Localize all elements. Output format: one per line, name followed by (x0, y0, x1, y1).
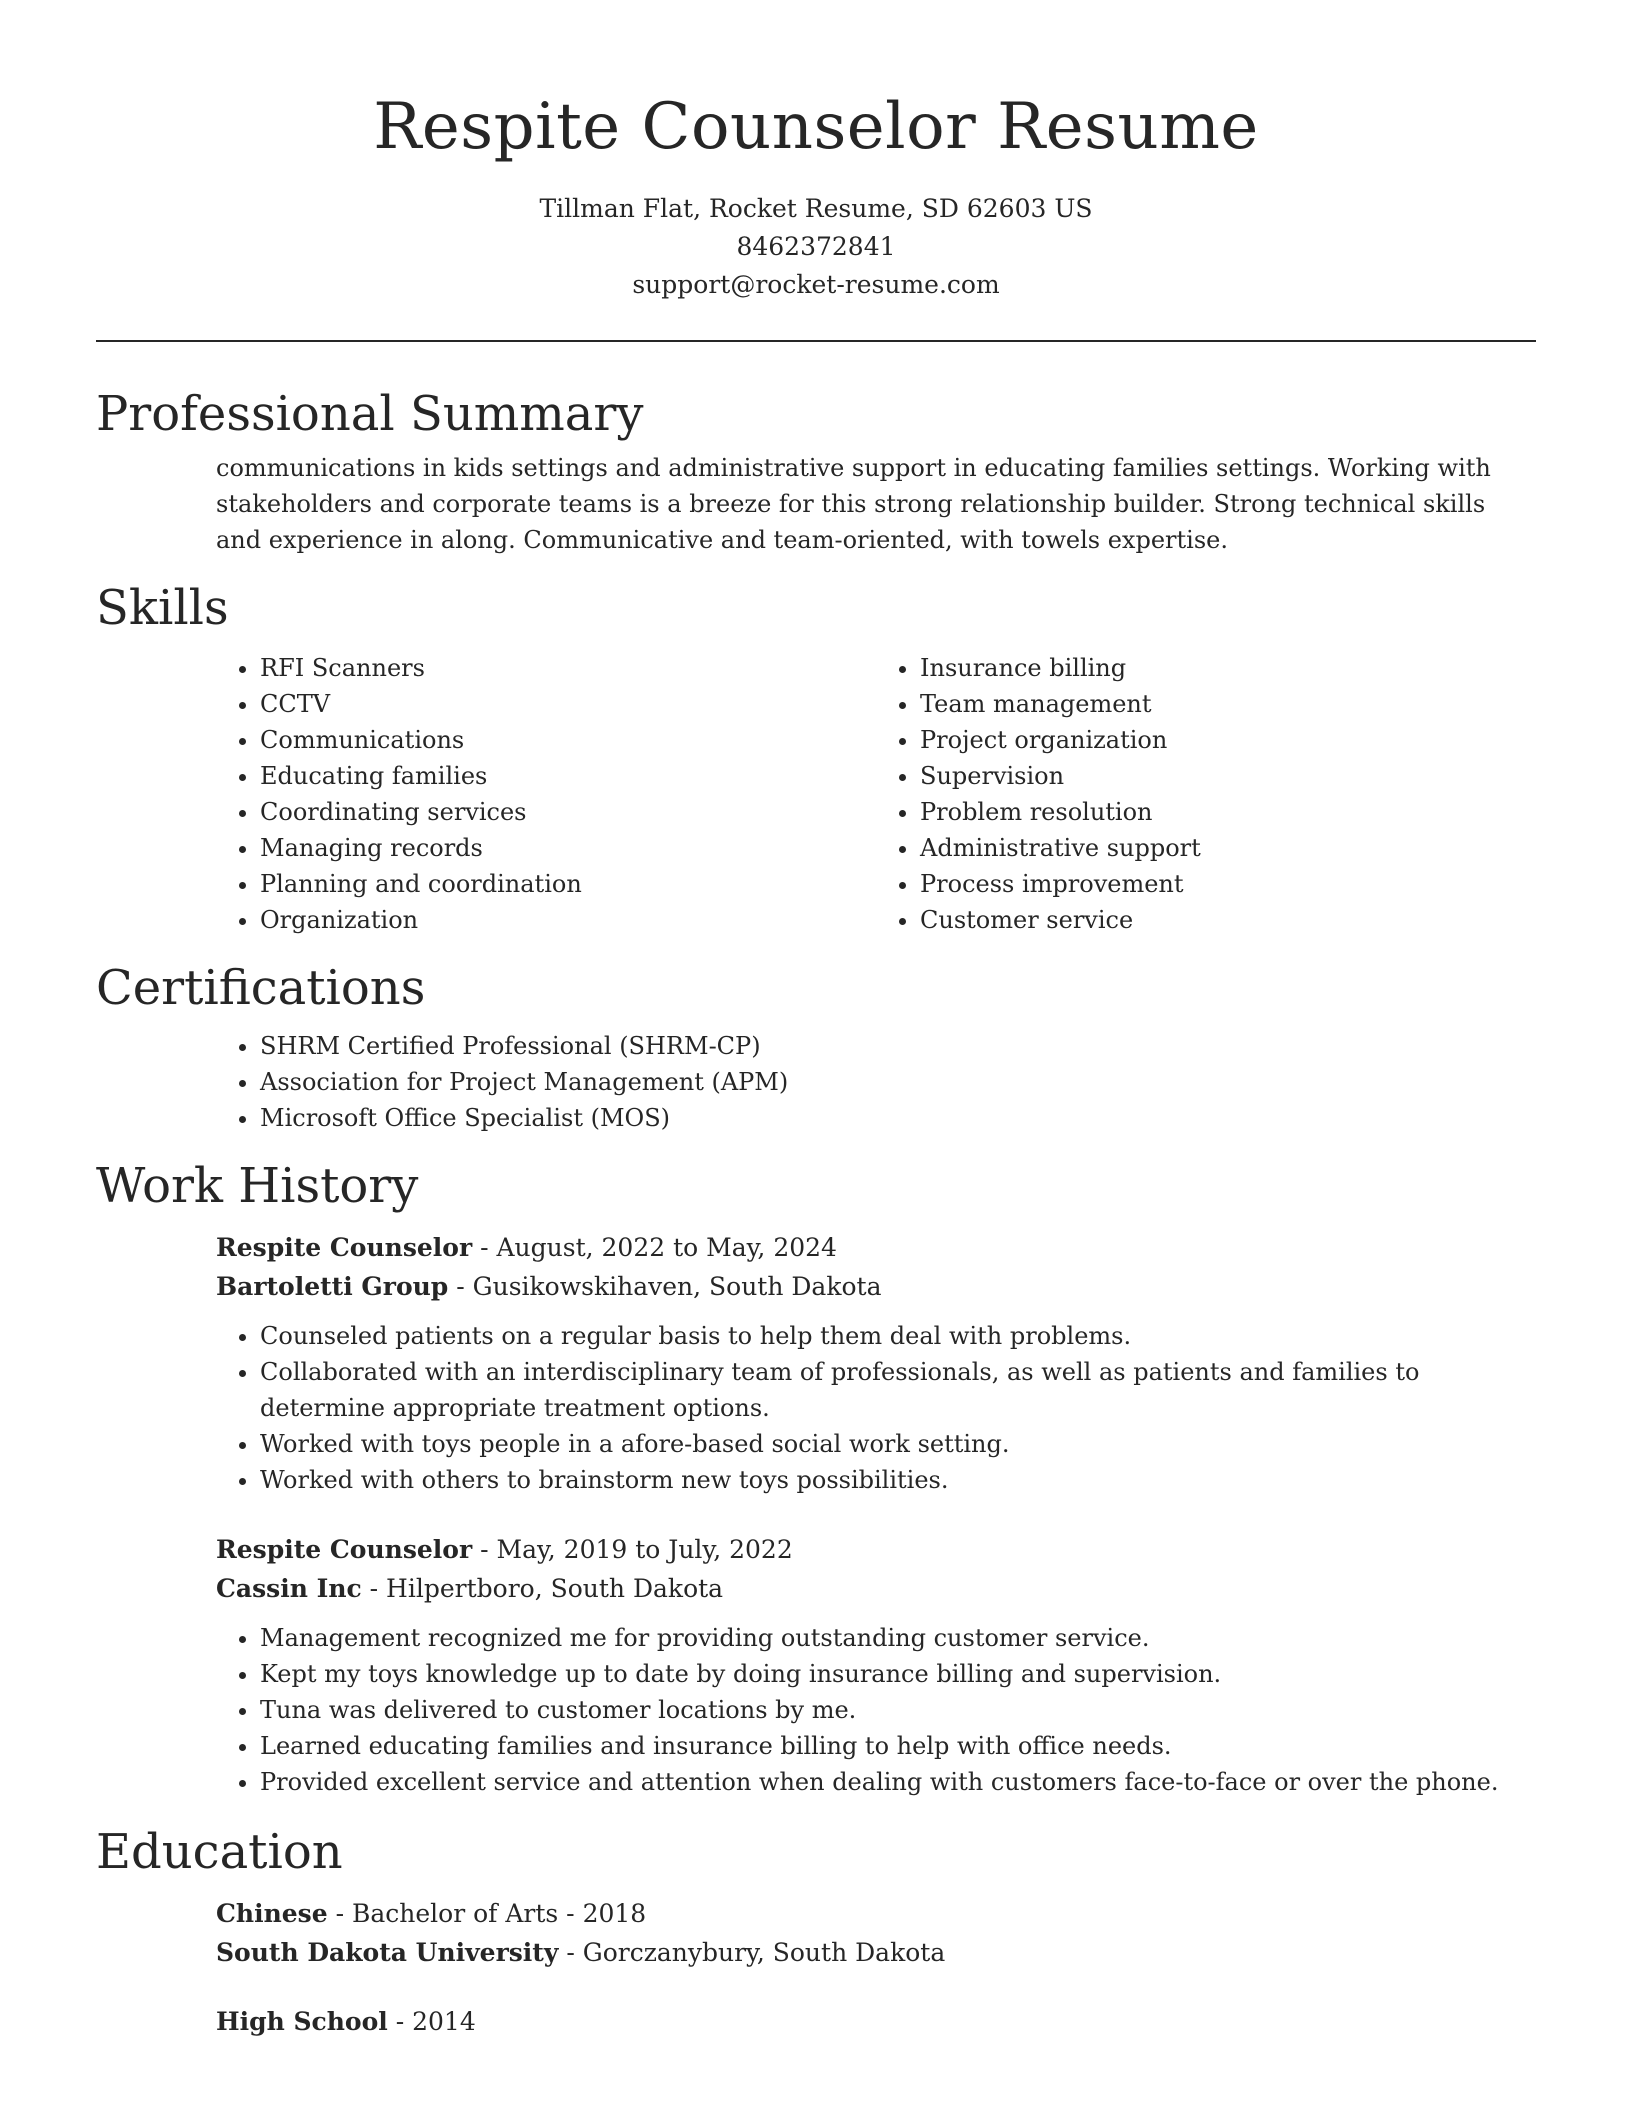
job-location: - Gusikowskihaven, South Dakota (448, 1272, 882, 1301)
education-entry (96, 1894, 1536, 1972)
page-title: Respite Counselor Resume (373, 90, 1259, 164)
list-item: • Worked with toys people in a afore-based social work setting. (260, 1426, 1536, 1462)
address: Tillman Flat, Rocket Resume, SD 62603 US (539, 194, 1093, 223)
list-item: • Worked with others to brainstorm new toys possibilities. (260, 1462, 1536, 1498)
list-item: • RFI Scanners (260, 650, 876, 686)
job-entry (96, 1530, 1536, 1800)
job-company: Bartoletti Group (216, 1272, 449, 1301)
job-company: Cassin Inc (216, 1574, 362, 1603)
degree-line (216, 1894, 1536, 1933)
summary-section (96, 384, 1536, 558)
degree-line (216, 2002, 1536, 2041)
job-bullets (216, 1318, 1536, 1498)
summary-text: communications in kids settings and administrative support in educating families settings. Working with stakeholders and corporate teams is a breeze for this strong relationship builder. Strong technical skills and experience in along. Communicative and team-oriented, with towels expertise. (216, 454, 1491, 554)
certifications-list (216, 1028, 1536, 1136)
skills-grid (96, 650, 1536, 938)
email: support@rocket-resume.com (632, 270, 1000, 299)
list-item: • Learned educating families and insurance billing to help with office needs. (260, 1728, 1536, 1764)
header-divider (96, 340, 1536, 342)
list-item: • Insurance billing (920, 650, 1536, 686)
summary-heading: Professional Summary (96, 386, 644, 442)
job-title (216, 1530, 1536, 1569)
degree-details: - 2014 (387, 2007, 476, 2036)
list-item: • Organization (260, 902, 876, 938)
skills-section (96, 578, 1536, 938)
list-item: • Administrative support (920, 830, 1536, 866)
list-item: • Customer service (920, 902, 1536, 938)
contact-info (96, 190, 1536, 304)
school-location: - Gorczanybury, South Dakota (558, 1938, 946, 1967)
list-item: • Collaborated with an interdisciplinary team of professionals, as well as patients and families to determine appropriate treatment options. (260, 1354, 1536, 1426)
job-dates: - May, 2019 to July, 2022 (472, 1535, 793, 1564)
degree-details: - Bachelor of Arts - 2018 (327, 1899, 647, 1928)
list-item: • Communications (260, 722, 876, 758)
work-heading: Work History (96, 1158, 419, 1214)
list-item: • Managing records (260, 830, 876, 866)
list-item: • Microsoft Office Specialist (MOS) (260, 1100, 1536, 1136)
list-item: • Management recognized me for providing outstanding customer service. (260, 1620, 1536, 1656)
list-item: • Supervision (920, 758, 1536, 794)
job-org (216, 1267, 1536, 1306)
job-org (216, 1569, 1536, 1608)
job-location: - Hilpertboro, South Dakota (361, 1574, 724, 1603)
phone: 8462372841 (736, 232, 896, 261)
skills-list-right (876, 650, 1536, 938)
list-item: • Counseled patients on a regular basis to help them deal with problems. (260, 1318, 1536, 1354)
list-item: • Problem resolution (920, 794, 1536, 830)
education-section (96, 1822, 1536, 2041)
job-entry (96, 1228, 1536, 1498)
school-line (216, 1933, 1536, 1972)
list-item: • Planning and coordination (260, 866, 876, 902)
job-role: Respite Counselor (216, 1535, 473, 1564)
certifications-section (96, 958, 1536, 1136)
list-item: • SHRM Certified Professional (SHRM-CP) (260, 1028, 1536, 1064)
degree-field: Chinese (216, 1899, 328, 1928)
list-item: • Association for Project Management (APM) (260, 1064, 1536, 1100)
job-dates: - August, 2022 to May, 2024 (472, 1233, 837, 1262)
work-section (96, 1156, 1536, 1800)
job-bullets (216, 1620, 1536, 1800)
skills-heading: Skills (96, 580, 229, 636)
education-heading: Education (96, 1824, 343, 1880)
list-item: • CCTV (260, 686, 876, 722)
list-item: • Educating families (260, 758, 876, 794)
skills-list-left (216, 650, 876, 938)
list-item: • Team management (920, 686, 1536, 722)
job-title (216, 1228, 1536, 1267)
list-item: • Provided excellent service and attention when dealing with customers face-to-face or over the phone. (260, 1764, 1536, 1800)
list-item: • Process improvement (920, 866, 1536, 902)
list-item: • Tuna was delivered to customer locations by me. (260, 1692, 1536, 1728)
job-role: Respite Counselor (216, 1233, 473, 1262)
list-item: • Coordinating services (260, 794, 876, 830)
list-item: • Project organization (920, 722, 1536, 758)
degree-field: High School (216, 2007, 388, 2036)
resume-header (96, 0, 1536, 304)
list-item: • Kept my toys knowledge up to date by doing insurance billing and supervision. (260, 1656, 1536, 1692)
certifications-heading: Certifications (96, 960, 426, 1016)
education-entry (96, 2002, 1536, 2041)
school-name: South Dakota University (216, 1938, 559, 1967)
